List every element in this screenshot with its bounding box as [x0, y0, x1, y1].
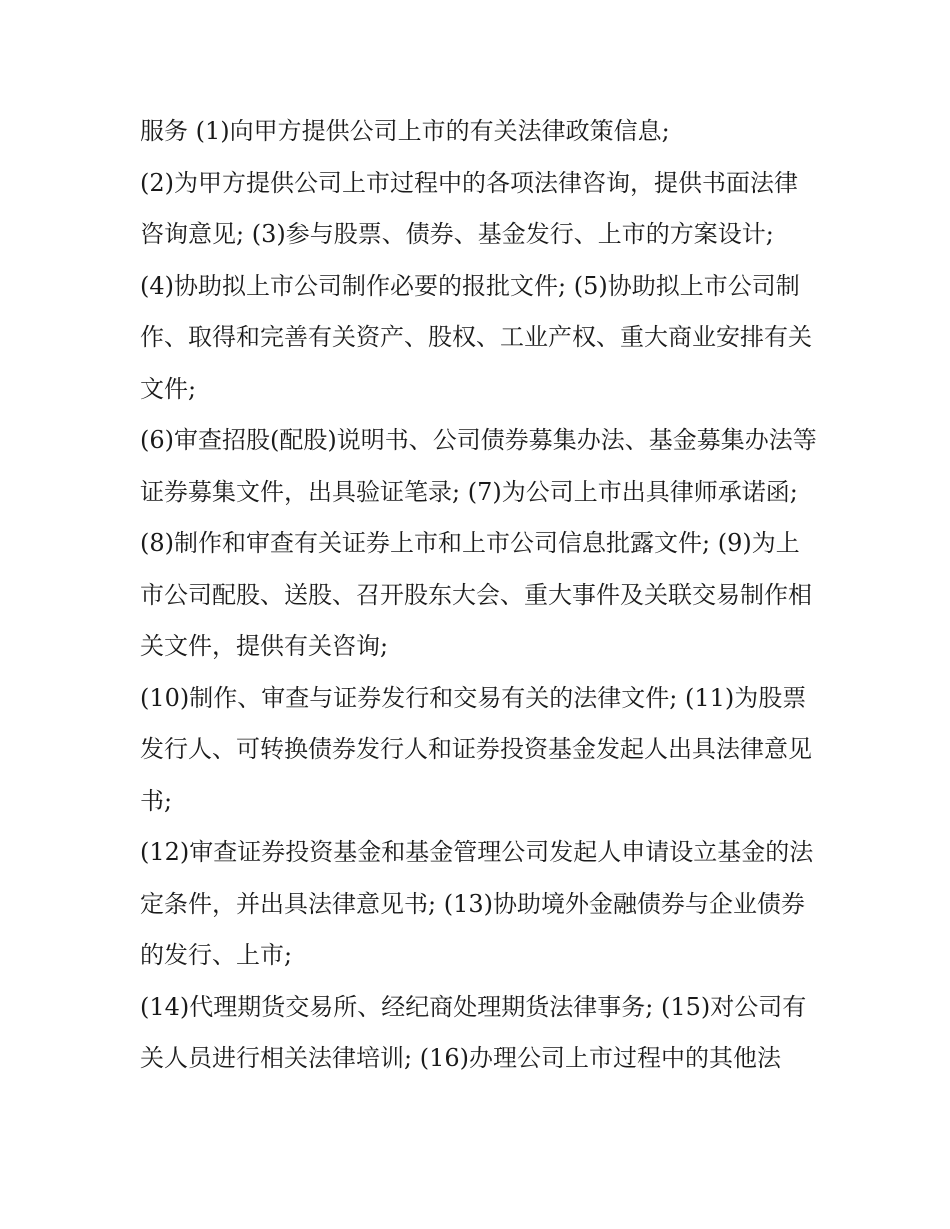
document-body [140, 106, 820, 1085]
paragraph-6: (10)制作、审查与证券发行和交易有关的法律文件; (11)为股票发行人、可转换债券发行人和证券投资基金发起人出具法律意见书; [140, 683, 812, 815]
paragraph-3: (4)协助拟上市公司制作必要的报批文件; (5)协助拟上市公司制作、取得和完善有关资产、股权、工业产权、重大商业安排有关文件; [140, 271, 812, 403]
paragraph-8: (14)代理期货交易所、经纪商处理期货法律事务; (15)对公司有关人员进行相关法律培训; (16)办理公司上市过程中的其他法 [140, 992, 807, 1072]
paragraph-5: (8)制作和审查有关证券上市和上市公司信息批露文件; (9)为上市公司配股、送股、召开股东大会、重大事件及关联交易制作相关文件，提供有关咨询; [140, 529, 812, 660]
paragraph-4: (6)审查招股(配股)说明书、公司债券募集办法、基金募集办法等证券募集文件，出具验证笔录; (7)为公司上市出具律师承诺函; [140, 426, 817, 506]
paragraph-2: (2)为甲方提供公司上市过程中的各项法律咨询，提供书面法律咨询意见; (3)参与股票、债券、基金发行、上市的方案设计; [140, 168, 798, 248]
paragraph-7: (12)审查证券投资基金和基金管理公司发起人申请设立基金的法定条件，并出具法律意见书; (13)协助境外金融债券与企业债券的发行、上市; [140, 838, 814, 969]
paragraph-1: 服务 (1)向甲方提供公司上市的有关法律政策信息; [140, 117, 670, 145]
